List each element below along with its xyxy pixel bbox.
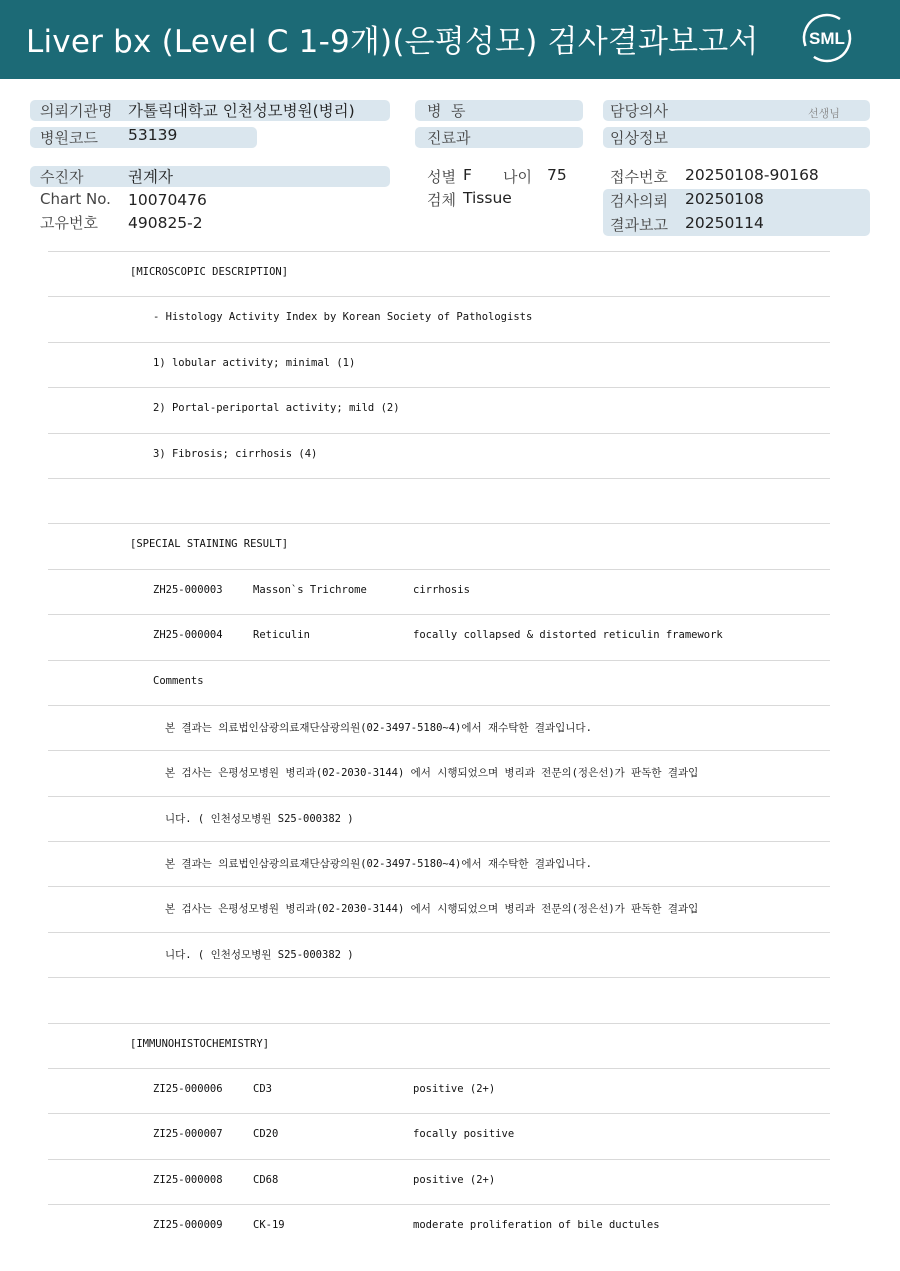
ihc-result: focally positive	[413, 1128, 515, 1141]
comment-line: 니다. ( 인천성모병원 S25-000382 )	[165, 812, 354, 825]
report-row	[48, 1023, 830, 1068]
report-row	[48, 342, 830, 387]
hospital-code-label: 병원코드	[40, 129, 98, 147]
patient-label: 수진자	[40, 168, 84, 186]
report-row	[48, 705, 830, 750]
request-org-label: 의뢰기관명	[40, 102, 113, 120]
doctor-label: 담당의사	[610, 102, 668, 120]
receipt-label: 접수번호	[610, 168, 668, 186]
section-header: [SPECIAL STAINING RESULT]	[130, 538, 289, 551]
report-row	[48, 433, 830, 478]
ihc-id: ZI25-000007	[153, 1128, 223, 1141]
comment-line: 본 결과는 의료법인삼광의료재단삼광의원(02-3497-5180~4)에서 재수탁한 결과입니다.	[165, 721, 592, 734]
micro-line: 3) Fibrosis; cirrhosis (4)	[153, 447, 318, 460]
report-row	[48, 886, 830, 931]
ihc-marker: CK-19	[253, 1219, 285, 1232]
comments-label: Comments	[153, 674, 204, 687]
age-value: 75	[547, 166, 567, 184]
report-row	[48, 1204, 830, 1249]
hospital-code-value: 53139	[128, 126, 178, 144]
patient-field	[30, 166, 390, 187]
stain-name: Masson`s Trichrome	[253, 583, 367, 596]
request-date-value: 20250108	[685, 190, 764, 208]
micro-line: 1) lobular activity; minimal (1)	[153, 356, 356, 369]
clinical-label: 임상정보	[610, 129, 668, 147]
chart-label: Chart No.	[40, 190, 111, 208]
ihc-id: ZI25-000008	[153, 1173, 223, 1186]
report-body	[48, 251, 830, 1250]
report-row	[48, 932, 830, 977]
stain-name: Reticulin	[253, 629, 310, 642]
stain-id: ZH25-000003	[153, 583, 223, 596]
report-row	[48, 523, 830, 568]
ihc-marker: CD20	[253, 1128, 279, 1141]
report-row	[48, 569, 830, 614]
svg-text:SML: SML	[809, 29, 845, 48]
report-header	[0, 0, 900, 79]
ihc-id: ZI25-000006	[153, 1083, 223, 1096]
report-date-label: 결과보고	[610, 216, 668, 234]
unique-label: 고유번호	[40, 214, 98, 232]
dept-label: 진료과	[427, 129, 471, 147]
report-title: Liver bx (Level C 1-9개)(은평성모) 검사결과보고서	[26, 24, 759, 60]
stain-result: cirrhosis	[413, 583, 470, 596]
micro-line: 2) Portal-periportal activity; mild (2)	[153, 402, 400, 415]
sex-value: F	[463, 166, 472, 184]
request-date-label: 검사의뢰	[610, 192, 668, 210]
report-row	[48, 1068, 830, 1113]
micro-line: - Histology Activity Index by Korean Society of Pathologists	[153, 311, 533, 324]
report-row	[48, 1159, 830, 1204]
ihc-result: moderate proliferation of bile ductules	[413, 1219, 660, 1232]
report-row	[48, 841, 830, 886]
report-row	[48, 296, 830, 341]
stain-id: ZH25-000004	[153, 629, 223, 642]
stain-result: focally collapsed & distorted reticulin framework	[413, 629, 723, 642]
report-row	[48, 251, 830, 296]
ihc-result: positive (2+)	[413, 1083, 496, 1096]
unique-value: 490825-2	[128, 214, 203, 232]
report-row-blank	[48, 478, 830, 523]
sml-logo-icon	[800, 11, 854, 65]
report-row	[48, 750, 830, 795]
report-row	[48, 1113, 830, 1158]
request-org-value: 가톨릭대학교 인천성모병원(병리)	[128, 102, 355, 120]
comment-line: 본 검사는 은평성모병원 병리과(02-2030-3144) 에서 시행되었으며 병리과 전문의(정은선)가 판독한 결과입	[165, 767, 699, 780]
section-header: [MICROSCOPIC DESCRIPTION]	[130, 266, 289, 278]
section-header: [IMMUNOHISTOCHEMISTRY]	[130, 1037, 270, 1050]
ihc-result: positive (2+)	[413, 1173, 496, 1186]
chart-value: 10070476	[128, 191, 207, 209]
comment-line: 본 결과는 의료법인삼광의료재단삼광의원(02-3497-5180~4)에서 재수탁한 결과입니다.	[165, 858, 592, 871]
ihc-marker: CD68	[253, 1173, 279, 1186]
report-date-value: 20250114	[685, 214, 764, 232]
report-row	[48, 660, 830, 705]
ihc-id: ZI25-000009	[153, 1219, 223, 1232]
report-row-blank	[48, 977, 830, 1022]
report-row	[48, 614, 830, 659]
patient-value: 권계자	[128, 168, 173, 186]
ihc-marker: CD3	[253, 1083, 272, 1096]
comment-line: 본 검사는 은평성모병원 병리과(02-2030-3144) 에서 시행되었으며 병리과 전문의(정은선)가 판독한 결과입	[165, 903, 699, 916]
comment-line: 니다. ( 인천성모병원 S25-000382 )	[165, 948, 354, 961]
sex-label: 성별	[427, 168, 456, 186]
specimen-value: Tissue	[463, 189, 512, 207]
ward-label: 병 동	[427, 102, 466, 120]
report-row	[48, 387, 830, 432]
receipt-value: 20250108-90168	[685, 166, 819, 184]
doctor-suffix: 선생님	[808, 107, 840, 120]
age-label: 나이	[503, 168, 532, 186]
report-row	[48, 796, 830, 841]
specimen-label: 검체	[427, 191, 456, 209]
